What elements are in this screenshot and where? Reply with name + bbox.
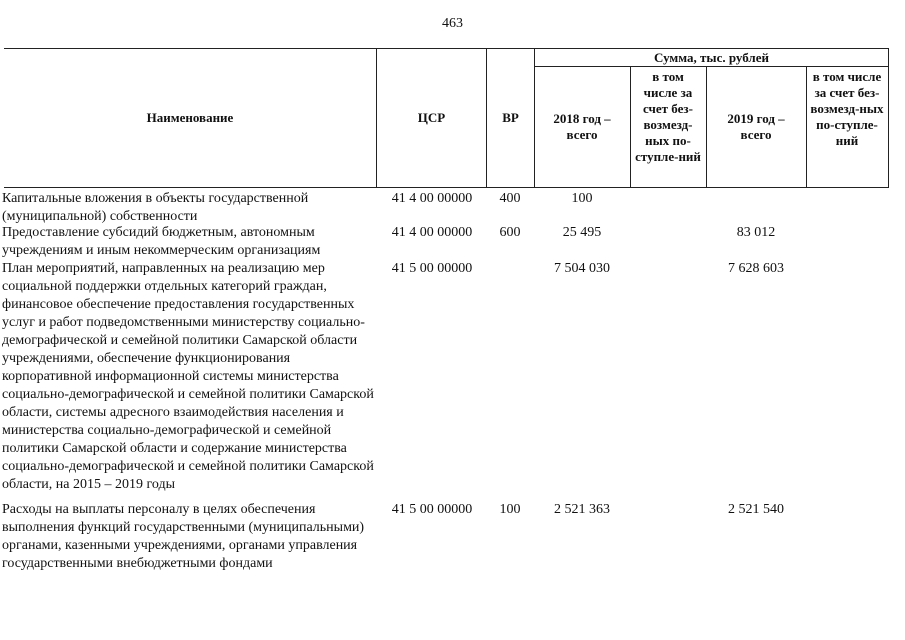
row-vr: 100	[499, 502, 521, 517]
row-csr: 41 4 00 00000	[391, 225, 473, 240]
row-csr: 41 5 00 00000	[391, 261, 473, 276]
header-2018-total: 2018 год – всего	[553, 111, 611, 142]
header-bottom-rule	[4, 187, 889, 188]
col-divider-free-2019	[706, 66, 707, 188]
header-name: Наименование	[146, 109, 234, 125]
header-2018-gratuitous: в том числе за счет без-возмезд-ных по-ступле-ний	[635, 69, 701, 164]
header-csr: ЦСР	[417, 109, 446, 125]
row-name: План мероприятий, направленных на реализацию мер социальной поддержки отдельных категорий граждан, финансовое обеспечение предоставления государственных услуг и работ подведомственными министерству социально-демографической и семейной политики Самарской области учреждениями, обеспечение функционирования корпоративной информационной системы министерства социально-демографической и семейной политики Самарской области, системы адресного взаимодействия населения и министерства социально-демографической и семейной политики Самарской области и содержание министерства социально-демографической и семейной политики Самарской области, на 2015 – 2019 годы	[2, 261, 374, 492]
row-2019-total: 7 628 603	[728, 261, 784, 276]
row-2018-total: 25 495	[562, 225, 602, 240]
row-name: Предоставление субсидий бюджетным, автономным учреждениям и иным некоммерческим организациям	[2, 225, 321, 258]
row-vr: 400	[499, 191, 521, 206]
col-divider-vr-sum	[534, 48, 535, 188]
row-2018-total: 7 504 030	[554, 261, 610, 276]
row-2019-total: 2 521 540	[728, 502, 784, 517]
header-sum-group: Сумма, тыс. рублей	[654, 50, 769, 65]
row-name: Расходы на выплаты персоналу в целях обеспечения выполнения функций государственными (муниципальными) органами, казенными учреждениями, органами управления государственными внебюджетными фондами	[2, 502, 365, 571]
col-divider-2019-free	[806, 66, 807, 188]
header-vr: ВР	[502, 109, 519, 125]
row-2018-total: 2 521 363	[554, 502, 610, 517]
table-right-border	[888, 48, 889, 188]
row-name: Капитальные вложения в объекты государственной (муниципальной) собственности	[2, 191, 309, 224]
row-csr: 41 4 00 00000	[391, 191, 473, 206]
header-2019-gratuitous: в том числе за счет без-возмезд-ных по-ступле-ний	[810, 69, 884, 148]
page-number: 463	[442, 16, 463, 31]
row-vr: 600	[499, 225, 521, 240]
header-2019-total: 2019 год – всего	[727, 111, 785, 142]
row-2019-total: 83 012	[736, 225, 776, 240]
row-csr: 41 5 00 00000	[391, 502, 473, 517]
col-divider-2018-free	[630, 66, 631, 188]
row-2018-total: 100	[571, 191, 593, 206]
